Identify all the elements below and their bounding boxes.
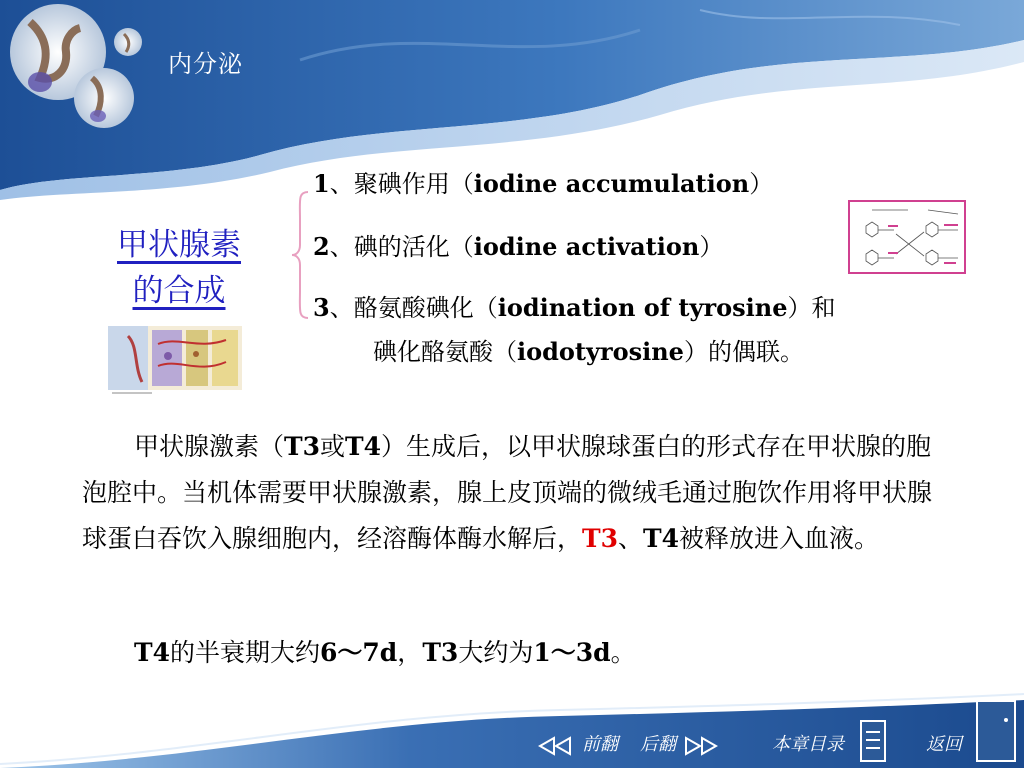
paragraph-half-life [82, 630, 942, 676]
topic-title-line1: 甲状腺素 [117, 227, 241, 263]
para2-text-f: 大约为 [458, 638, 534, 667]
step-3-tail: 和 [811, 294, 836, 322]
step-1-number: 1 [313, 169, 330, 198]
step-1 [313, 168, 773, 200]
step-1-open: （ [449, 170, 474, 198]
para2-text-h: 。 [610, 638, 636, 667]
thyroid-diagram-thumbnail [108, 326, 242, 396]
chapter-title: 内分泌 [168, 50, 243, 78]
step-2-open: （ [449, 233, 474, 261]
list-icon[interactable] [860, 720, 886, 762]
para2-t3: T3 [422, 638, 459, 667]
para1-t3: T3 [284, 432, 321, 461]
step-2-en: iodine activation [473, 232, 700, 261]
step-1-close: ） [749, 170, 774, 198]
topic-title-line2: 的合成 [132, 273, 226, 309]
topic-title [96, 222, 262, 314]
door-icon[interactable] [976, 700, 1016, 762]
step-3-continuation [313, 336, 804, 368]
nav-prev[interactable]: 前翻 [582, 734, 618, 755]
para1-t4-second: T4 [643, 524, 680, 553]
prev-arrows-icon[interactable] [538, 736, 578, 756]
step-2-zh: 碘的活化 [353, 233, 450, 261]
step-2-close: ） [699, 233, 724, 261]
step-2 [313, 231, 723, 263]
nav-back[interactable]: 返回 [926, 734, 962, 755]
para1-t3-highlight: T3 [582, 524, 619, 553]
para1-text-e: ）生成后，以甲状腺球蛋白的形式存在甲状腺的胞泡腔中。当机体需要甲状腺激素，腺上皮顶端的微绒毛通过胞饮作用将甲状腺球蛋白吞饮入腺细胞内，经溶酶体酶水解后， [82, 432, 933, 553]
para2-text-d: ， [397, 638, 423, 667]
step-3-zh: 酪氨酸碘化 [353, 294, 474, 322]
step-1-en: iodine accumulation [473, 169, 750, 198]
para2-t4-halflife: 6～7d [320, 638, 398, 667]
step-3-cont-zh: 碘化酪氨酸 [373, 338, 493, 366]
step-1-sep: 、 [329, 170, 354, 198]
iodothyronine-structure-thumbnail [848, 200, 966, 274]
para1-text-c: 或 [320, 432, 346, 461]
para1-text-f: 、 [618, 524, 644, 553]
step-3-open: （ [473, 294, 498, 322]
para2-text-b: 的半衰期大约 [170, 638, 321, 667]
para2-t4: T4 [134, 638, 170, 667]
step-1-zh: 聚碘作用 [353, 170, 450, 198]
step-3-sep: 、 [329, 294, 354, 322]
step-3-cont-tail: 的偶联。 [707, 338, 804, 366]
nav-next[interactable]: 后翻 [640, 734, 676, 755]
step-3-cont-en: iodotyrosine [517, 337, 684, 366]
paragraph-hormone-release [82, 424, 942, 562]
para1-text-a: 甲状腺激素（ [134, 432, 285, 461]
para1-text-h: 被释放进入血液。 [679, 524, 880, 553]
step-3-cont-close: ） [683, 338, 708, 366]
step-3-number: 3 [313, 293, 330, 322]
nav-table-of-contents[interactable]: 本章目录 [772, 734, 844, 755]
step-3 [313, 292, 835, 324]
step-3-en: iodination of tyrosine [497, 293, 788, 322]
para2-t3-halflife: 1～3d [533, 638, 611, 667]
curly-brace [290, 190, 312, 320]
next-arrows-icon[interactable] [678, 736, 718, 756]
para1-t4: T4 [345, 432, 382, 461]
step-3-close: ） [787, 294, 812, 322]
step-2-number: 2 [313, 232, 330, 261]
step-2-sep: 、 [329, 233, 354, 261]
step-3-cont-open: （ [493, 338, 517, 366]
